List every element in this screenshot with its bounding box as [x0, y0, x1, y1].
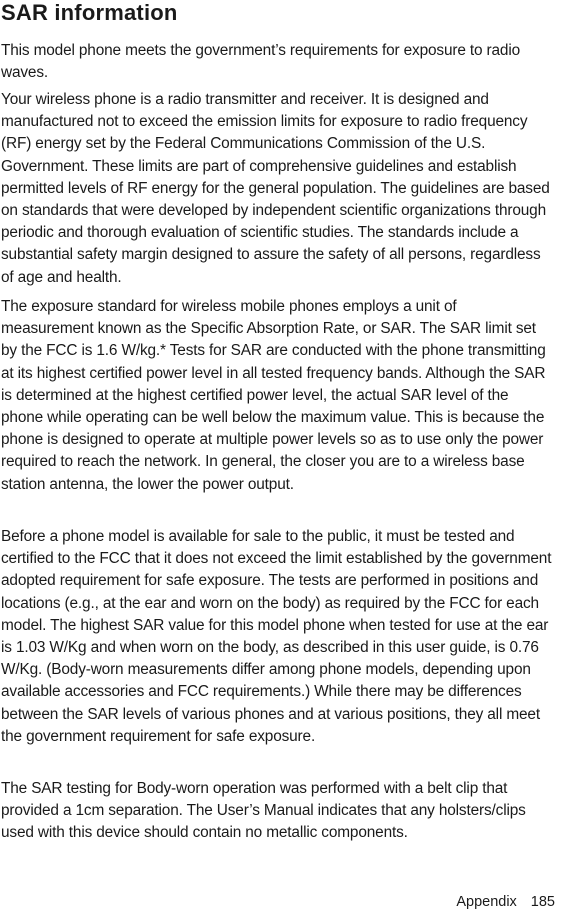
footer-section-name: Appendix — [456, 894, 517, 910]
page-footer — [456, 893, 555, 911]
paragraph-body-worn: The SAR testing for Body-worn operation was performed with a belt clip that provided a 1cm separation. The User’s Manual indicates that any holsters/clips used with this device should contain no metallic components. — [1, 780, 526, 842]
page-title: SAR information — [1, 0, 178, 25]
paragraph-sar-standard: The exposure standard for wireless mobile phones employs a unit of measurement known as the Specific Absorption Rate, or SAR. The SAR limit set by the FCC is 1.6 W/kg.* Tests for SAR are conducted with the phone transmitting at its highest certified power level in all tested frequency bands. Although the SAR is determined at the highest certified power level, the actual SAR level of the phone while operating can be well below the maximum value. This is because the phone is designed to operate at multiple power levels so as to use only the power required to reach the network. In general, the closer you are to a wireless base station antenna, the lower the power output. — [1, 298, 546, 493]
page-number: 185 — [530, 894, 555, 910]
paragraph-certification: Before a phone model is available for sale to the public, it must be tested and certified to the FCC that it does not exceed the limit established by the government adopted requirement for safe exposure. The tests are performed in positions and locations (e.g., at the ear and worn on the body) as required by the FCC for each model. The highest SAR value for this model phone when tested for use at the ear is 1.03 W/Kg and when worn on the body, as described in this user guide, is 0.76 W/Kg. (Body-worn measurements differ among phone models, depending upon available accessories and FCC requirements.) While there may be differences between the SAR levels of various phones and at various positions, they all meet the government requirement for safe exposure. — [1, 528, 552, 745]
paragraph-intro: This model phone meets the government’s requirements for exposure to radio waves. — [1, 42, 521, 82]
paragraph-rf-limits: Your wireless phone is a radio transmitter and receiver. It is designed and manufactured not to exceed the emission limits for exposure to radio frequency (RF) energy set by the Federal Communications Commission of the U.S. Government. These limits are part of comprehensive guidelines and establish permitted levels of RF energy for the general population. The guidelines are based on standards that were developed by independent scientific organizations through periodic and thorough evaluation of scientific studies. The standards include a substantial safety margin designed to assure the safety of all persons, regardless of age and health. — [1, 91, 550, 286]
